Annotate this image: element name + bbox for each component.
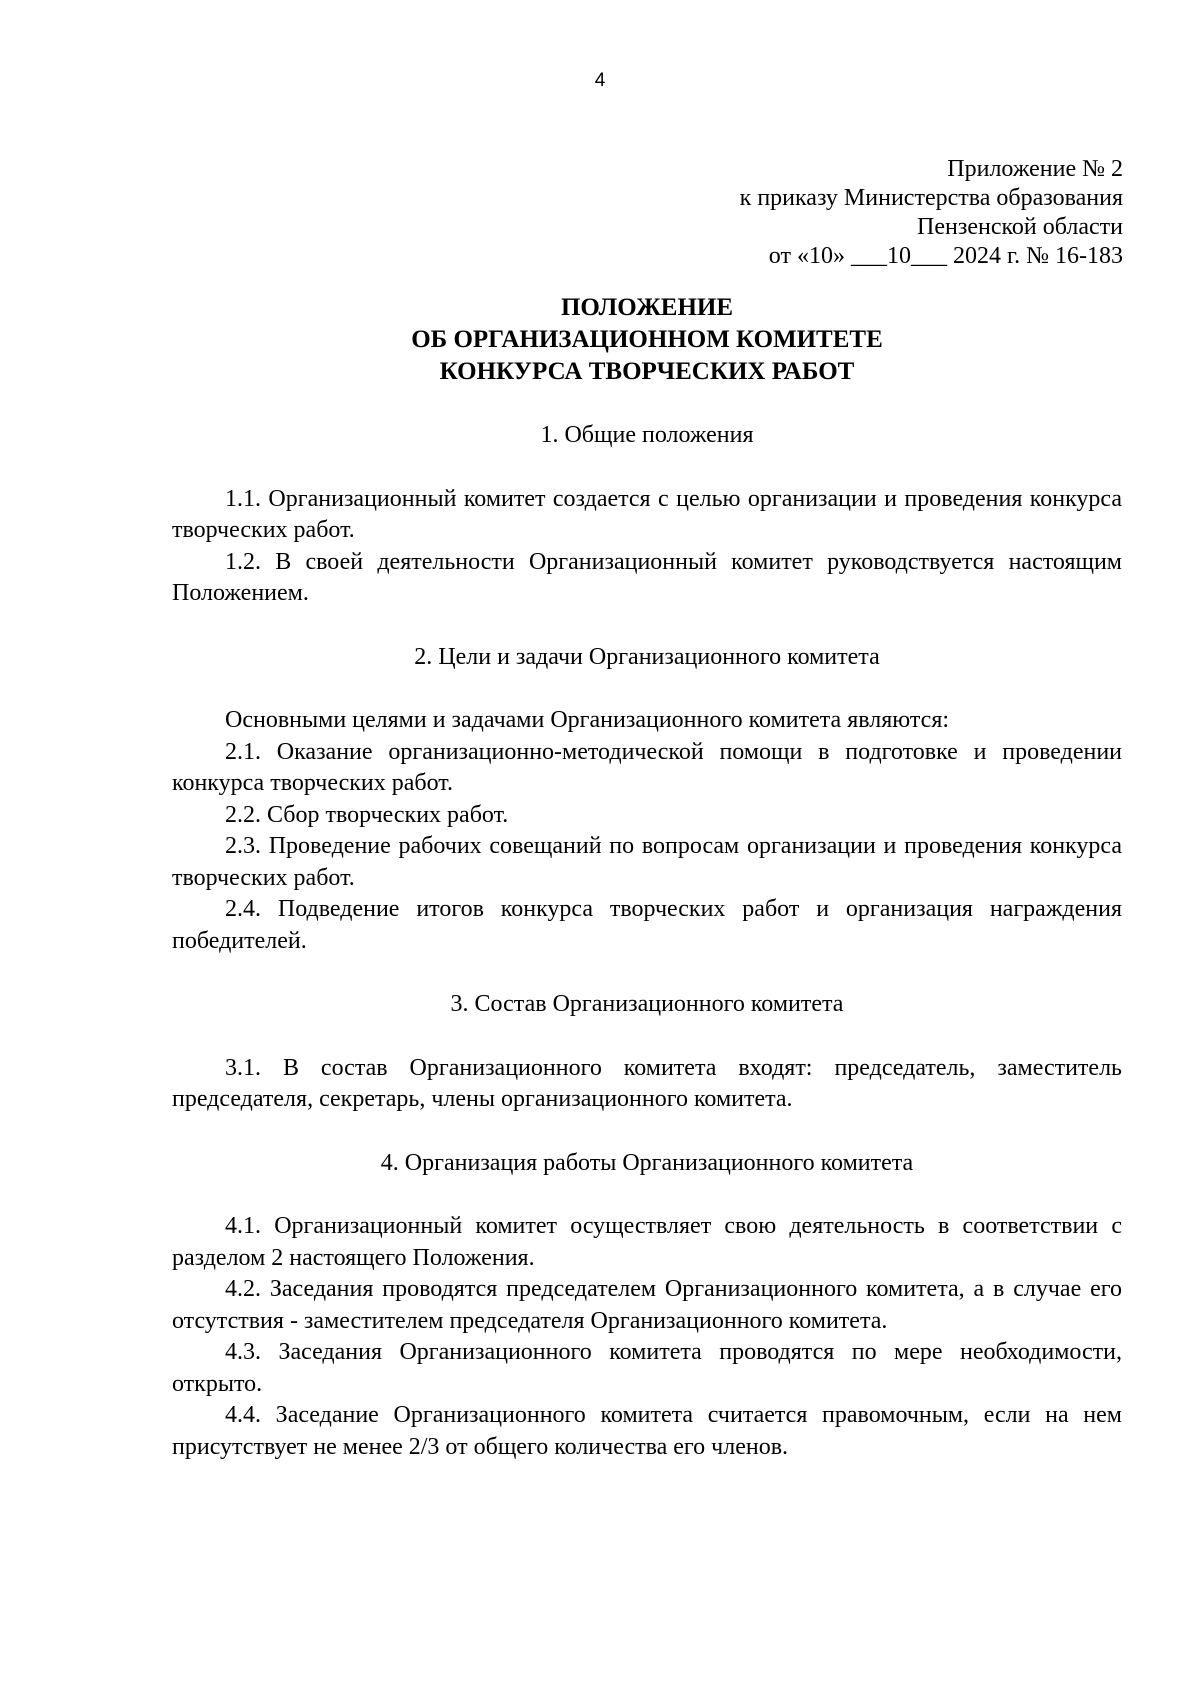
document-title: [172, 292, 1122, 388]
title-line-1: ПОЛОЖЕНИЕ: [560, 294, 734, 321]
paragraph-2-intro: Основными целями и задачами Организационного комитета являются:: [225, 707, 950, 733]
section-2-title: 2. Цели и задачи Организационного комитета: [414, 643, 880, 670]
section-1-title: 1. Общие положения: [540, 422, 754, 448]
appendix-header: [740, 155, 1123, 271]
paragraph-2-2: 2.2. Сбор творческих работ.: [225, 801, 509, 828]
paragraph-2-4: 2.4. Подведение итогов конкурса творческих работ и организация награждения победителей.: [172, 896, 1122, 954]
appendix-date-year: 2024 г. № 16-183: [946, 243, 1123, 269]
paragraph-4-4: 4.4. Заседание Организационного комитета считается правомочным, если на нем присутствует не менее 2/3 от общего количества его членов.: [172, 1402, 1122, 1460]
section-4-title: 4. Организация работы Организационного комитета: [380, 1149, 914, 1176]
paragraph-4-3: 4.3. Заседания Организационного комитета проводятся по мере необходимости, открыто.: [172, 1339, 1122, 1397]
paragraph-4-1: 4.1. Организационный комитет осуществляет свою деятельность в соответствии с разделом 2 настоящего Положения.: [172, 1213, 1122, 1271]
paragraph-4-2: 4.2. Заседания проводятся председателем Организационного комитета, а в случае его отсутствия - заместителем председателя Организационного комитета.: [172, 1276, 1122, 1334]
paragraph-3-1: 3.1. В состав Организационного комитета входят: председатель, заместитель председателя, секретарь, члены организационного комитета.: [172, 1054, 1122, 1112]
title-line-3: КОНКУРСА ТВОРЧЕСКИХ РАБОТ: [439, 358, 855, 385]
appendix-date-line: [740, 242, 1123, 271]
appendix-date-prefix: от «10»: [768, 243, 851, 269]
paragraph-2-3: 2.3. Проведение рабочих совещаний по вопросам организации и проведения конкурса творческих работ.: [172, 833, 1122, 891]
section-3-title: 3. Состав Организационного комитета: [450, 991, 844, 1017]
paragraph-2-1: 2.1. Оказание организационно-методической помощи в подготовке и проведении конкурса творческих работ.: [172, 738, 1122, 796]
page-number: 4: [594, 70, 606, 91]
document-body: [172, 292, 1122, 1463]
appendix-line-2: к приказу Министерства образования: [739, 185, 1123, 211]
paragraph-1-2: 1.2. В своей деятельности Организационный комитет руководствуется настоящим Положением.: [172, 548, 1122, 606]
appendix-date-month: ___10___: [850, 243, 947, 269]
appendix-line-3: Пензенской области: [917, 214, 1123, 240]
paragraph-1-1: 1.1. Организационный комитет создается с целью организации и проведения конкурса творческих работ.: [172, 485, 1122, 543]
title-line-2: ОБ ОРГАНИЗАЦИОННОМ КОМИТЕТЕ: [411, 326, 883, 353]
appendix-line-1: Приложение № 2: [947, 156, 1123, 182]
